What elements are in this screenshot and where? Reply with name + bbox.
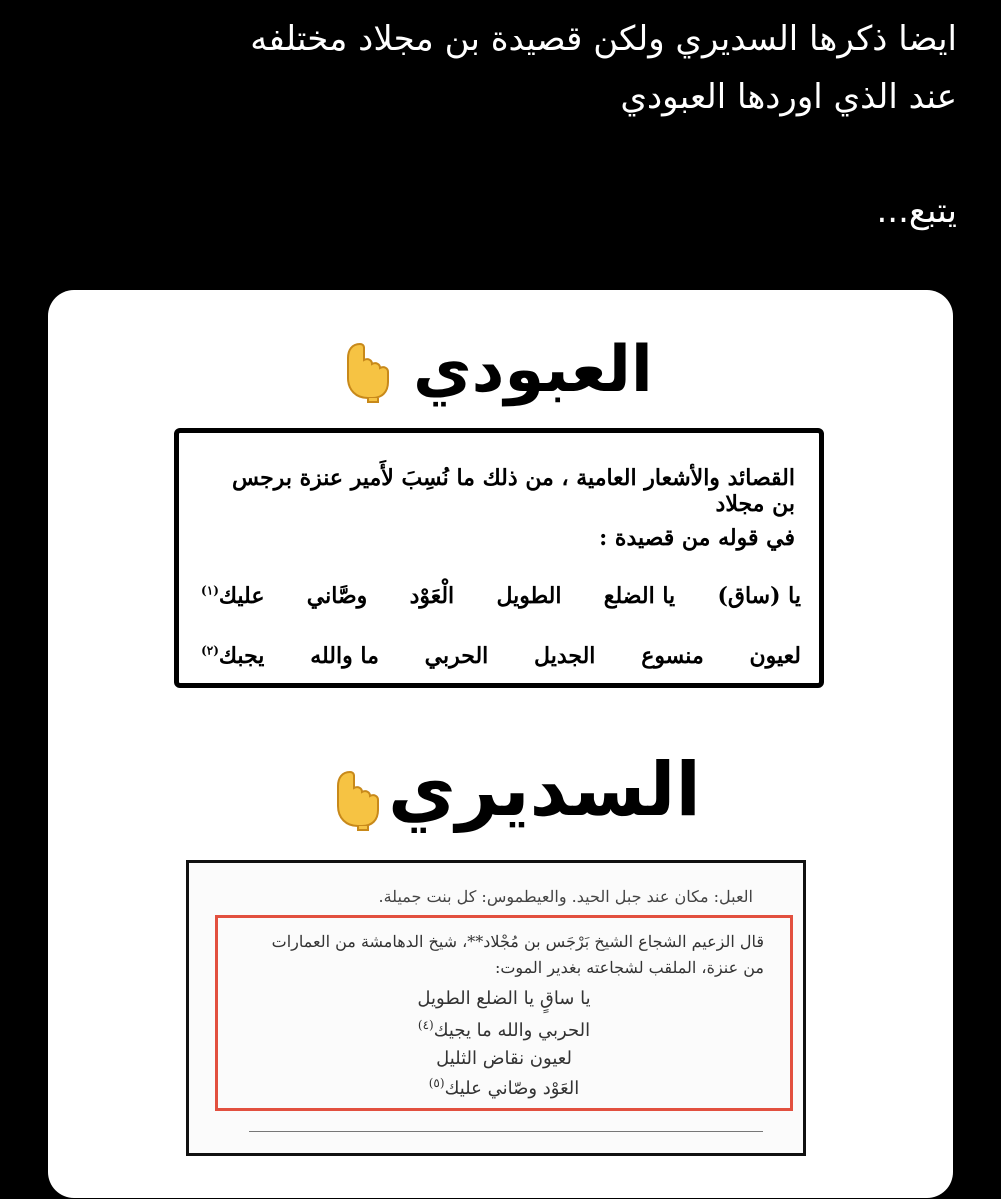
excerpt-line: القصائد والأشعار العامية ، من ذلك ما نُسِبَ لأَمير عنزة برجس بن مجلاد [232, 465, 795, 517]
excerpt-line: قال الزعيم الشجاع الشيخ بَرْجَس بن مُجْلاد**، شيخ الدهامشة من العمارات [271, 932, 764, 951]
alsudairy-excerpt [186, 860, 806, 1156]
verse-text: العَوْد وصّاني عليك [444, 1078, 580, 1099]
divider [249, 1131, 763, 1132]
verse-word: ما والله [310, 643, 379, 669]
verse-word: الجديل [534, 643, 596, 669]
verse-word: يا الضلع [603, 583, 676, 609]
verse-word [201, 643, 264, 669]
excerpt-line: من عنزة، الملقب لشجاعته بغدير الموت: [494, 958, 764, 977]
verse-word-text: يجبك [218, 643, 265, 669]
section-title-alsudairy: السديري [388, 747, 701, 833]
verse-line: لعيون نقاض الثليل [436, 1048, 572, 1069]
verse-word: الْعَوْد [409, 583, 455, 609]
excerpt-line: في قوله من قصيدة : [599, 525, 795, 551]
backhand-index-pointing-down-icon [328, 764, 398, 834]
tweet-image[interactable] [48, 290, 953, 1198]
verse-line: يا ساقٍ يا الضلع الطويل [417, 988, 591, 1009]
verse-text: الحربي والله ما يجيك [433, 1020, 591, 1041]
footnote-mark: (١) [201, 583, 219, 598]
footnote-mark: (٥) [428, 1076, 445, 1090]
verse-row [201, 643, 801, 669]
verse-word: الطويل [496, 583, 562, 609]
footnote-mark: (٤) [417, 1018, 434, 1032]
highlight-box [215, 915, 793, 1111]
verse-word: الحربي [424, 643, 489, 669]
verse-word [201, 583, 264, 609]
verse-word: وصَّاني [306, 583, 368, 609]
verse-word: لعيون [749, 643, 801, 669]
verse-line [218, 1018, 790, 1041]
verse-word: منسوع [641, 643, 704, 669]
tweet-text [57, 10, 957, 240]
excerpt-header: العبل: مكان عند جبل الحيد. والعيطموس: كل بنت جميلة. [378, 887, 753, 906]
verse-line [218, 1076, 790, 1099]
tweet-text-line: ايضا ذكرها السديري ولكن قصيدة بن مجلاد مختلفه [250, 19, 957, 59]
verse-word-text: عليك [218, 583, 265, 609]
section-title-alabboudi: العبودي [413, 333, 653, 407]
alabboudi-excerpt [174, 428, 824, 688]
verse-row [201, 583, 801, 609]
verse-word: يا (ساق) [717, 583, 801, 609]
tweet-text-line: عند الذي اوردها العبودي [620, 77, 957, 117]
tweet-text-line: يتبع... [876, 191, 957, 231]
footnote-mark: (٢) [201, 643, 219, 658]
backhand-index-pointing-down-icon [338, 336, 408, 406]
